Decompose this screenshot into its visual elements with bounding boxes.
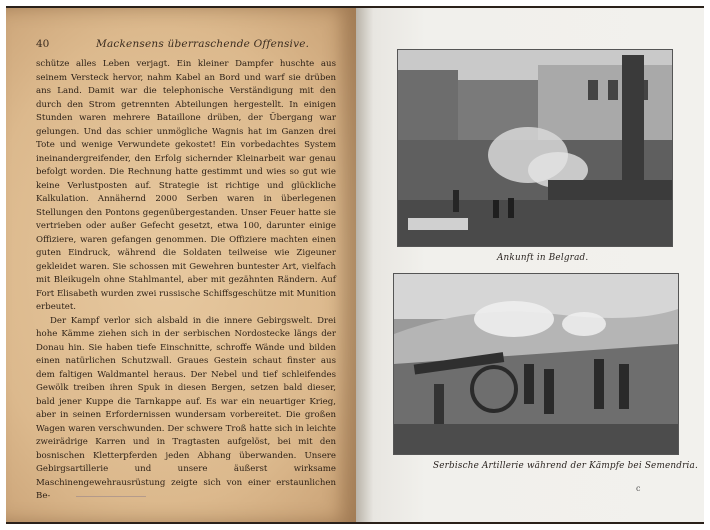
left-page — [6, 8, 356, 522]
body-text — [36, 58, 336, 504]
faint-library-stamp — [76, 496, 146, 507]
page-number: 40 — [36, 38, 50, 50]
paragraph: schütze alles Leben verjagt. Ein kleiner Dampfer huschte aus seinem Versteck hervor, nahm Kabel an Bord und warf sie drüben ans Land. Damit war die telephonische Verständigung mit den durch den Strom getrennten Abteilungen hergestellt. In einigen Stunden waren mehrere Bataillone drüben, der Übergang war gelungen. Und das schier unmögliche Wagnis hat im Ganzen drei Tote und wenige Verwundete gekostet! Ein vorbedachtes System ineinandergreifender, den Erfolg sichernder Kleinarbeit war genau befolgt worden. Die Rechnung hatte gestimmt und wies so gut wie keine Verlustposten auf. Strategie ist richtige und glückliche Kalkulation. Annähernd 2000 Serben waren in überlegenen Stellungen den Pontons gegenübergestanden. Unser Feuer hatte sie vertrieben oder außer Gefecht gesetzt, etwa 100, darunter einige Offiziere, waren gefangen genommen. Die Offiziere machten einen guten Eindruck, während die Soldaten teilweise wie Zigeuner gekleidet waren. Sie schossen mit Gewehren buntester Art, vielfach mit Bleikugeln ohne Stahlmantel, aber mit gezähnten Rändern. Auf Fort Elisabeth wurden zwei russische Schiffsgeschütze mit Munition erbeutet. — [36, 59, 336, 312]
photo-arrival-belgrade — [397, 49, 673, 247]
figure-caption: Serbische Artillerie während der Kämpfe bei Semendria. — [433, 461, 698, 471]
paragraph: Der Kampf verlor sich alsbald in die innere Gebirgswelt. Drei hohe Kämme ziehen sich in der serbischen Nordostecke längs der Donau hin. Sie haben tiefe Einschnitte, schroffe Wände und bilden einen natürlichen Schutzwall. Graues Gestein schaut finster aus dem faltigen Waldmantel heraus. Der Nebel und tief schleifendes Gewölk treiben ihren Spuk in diesen Bergen, setzen bald dieser, bald jener Kuppe die Tarnkappe auf. Es war ein neuartiger Krieg, aber in seinen Erfordernissen wundersam vorbereitet. Die großen Wagen waren verschwunden. Der schwere Troß hatte sich in leichte zweirädrige Karren und in Tragtasten aufgelöst, bei mit den bosnischen Kletterpferden jeden Abhang überwanden. Unsere Gebirgsartillerie und unsere äußerst wirksame Maschinengewehrausrüstung zeigte sich von einer erstaunlichen Be- — [36, 315, 336, 501]
photo-serbian-artillery — [393, 273, 679, 455]
figure-caption: Ankunft in Belgrad. — [497, 253, 589, 263]
margin-mark: c — [636, 484, 641, 493]
running-title: Mackensens überraschende Offensive. — [96, 38, 310, 50]
